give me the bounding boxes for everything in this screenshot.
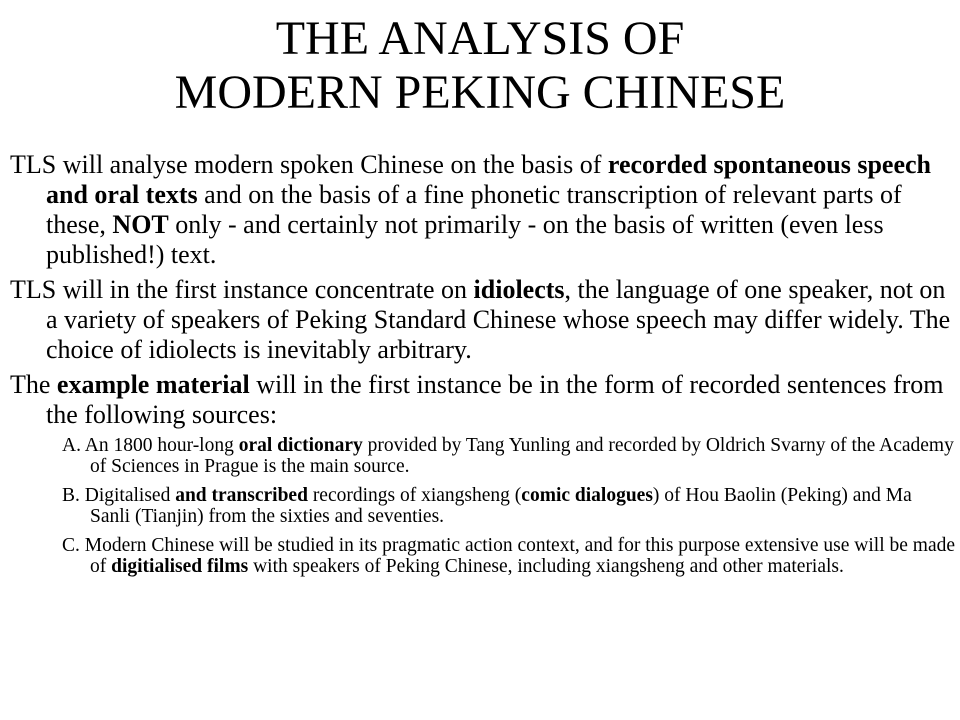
source-item-b	[62, 485, 956, 527]
text: will in the first instance be in the form of recorded sentences from the following sources:	[46, 370, 944, 429]
text: , the language of one speaker, not on a variety of speakers of Peking Standard Chinese whose speech may differ widely. The choice of idiolects is inevitably arbitrary.	[46, 275, 951, 364]
text: TLS will in the first instance concentrate on	[10, 275, 474, 304]
paragraph-spoken-chinese	[10, 150, 956, 270]
text: C. Modern Chinese will be studied in its pragmatic action context, and for this purpose extensive use will be made of	[62, 535, 956, 577]
bold-text: example material	[56, 370, 250, 399]
bold-text: oral dictionary	[238, 435, 363, 456]
slide-body	[10, 150, 956, 585]
bold-text: comic dialogues	[521, 485, 653, 506]
paragraph-idiolects	[10, 275, 956, 365]
text: The	[10, 370, 57, 399]
bold-text: and transcribed	[175, 485, 308, 506]
bold-text: recorded spontaneous speech and oral texts	[46, 150, 931, 209]
text: B. Digitalised	[62, 485, 176, 506]
text: provided by Tang Yunling and recorded by Oldrich Svarny of the Academy of Sciences in Prague is the main source.	[90, 435, 954, 477]
slide-title	[0, 12, 960, 120]
bold-text: digitialised films	[111, 556, 249, 577]
text: ) of Hou Baolin (Peking) and Ma Sanli (Tianjin) from the sixties and seventies.	[90, 485, 912, 527]
paragraph-example-material	[10, 370, 956, 430]
bold-text: idiolects	[473, 275, 565, 304]
text: recordings of xiangsheng (	[307, 485, 522, 506]
source-item-a	[62, 435, 956, 477]
text: only - and certainly not primarily - on the basis of written (even less published!) text.	[46, 210, 884, 269]
text: and on the basis of a fine phonetic transcription of relevant parts of these,	[46, 180, 902, 239]
text: TLS will analyse modern spoken Chinese on the basis of	[10, 150, 608, 179]
text: A. An 1800 hour-long	[62, 435, 239, 456]
bold-text: NOT	[112, 210, 169, 239]
title-line-2: MODERN PEKING CHINESE	[174, 66, 786, 119]
text: with speakers of Peking Chinese, including xiangsheng and other materials.	[248, 556, 844, 577]
source-item-c	[62, 535, 956, 577]
title-line-1: THE ANALYSIS OF	[275, 12, 685, 65]
